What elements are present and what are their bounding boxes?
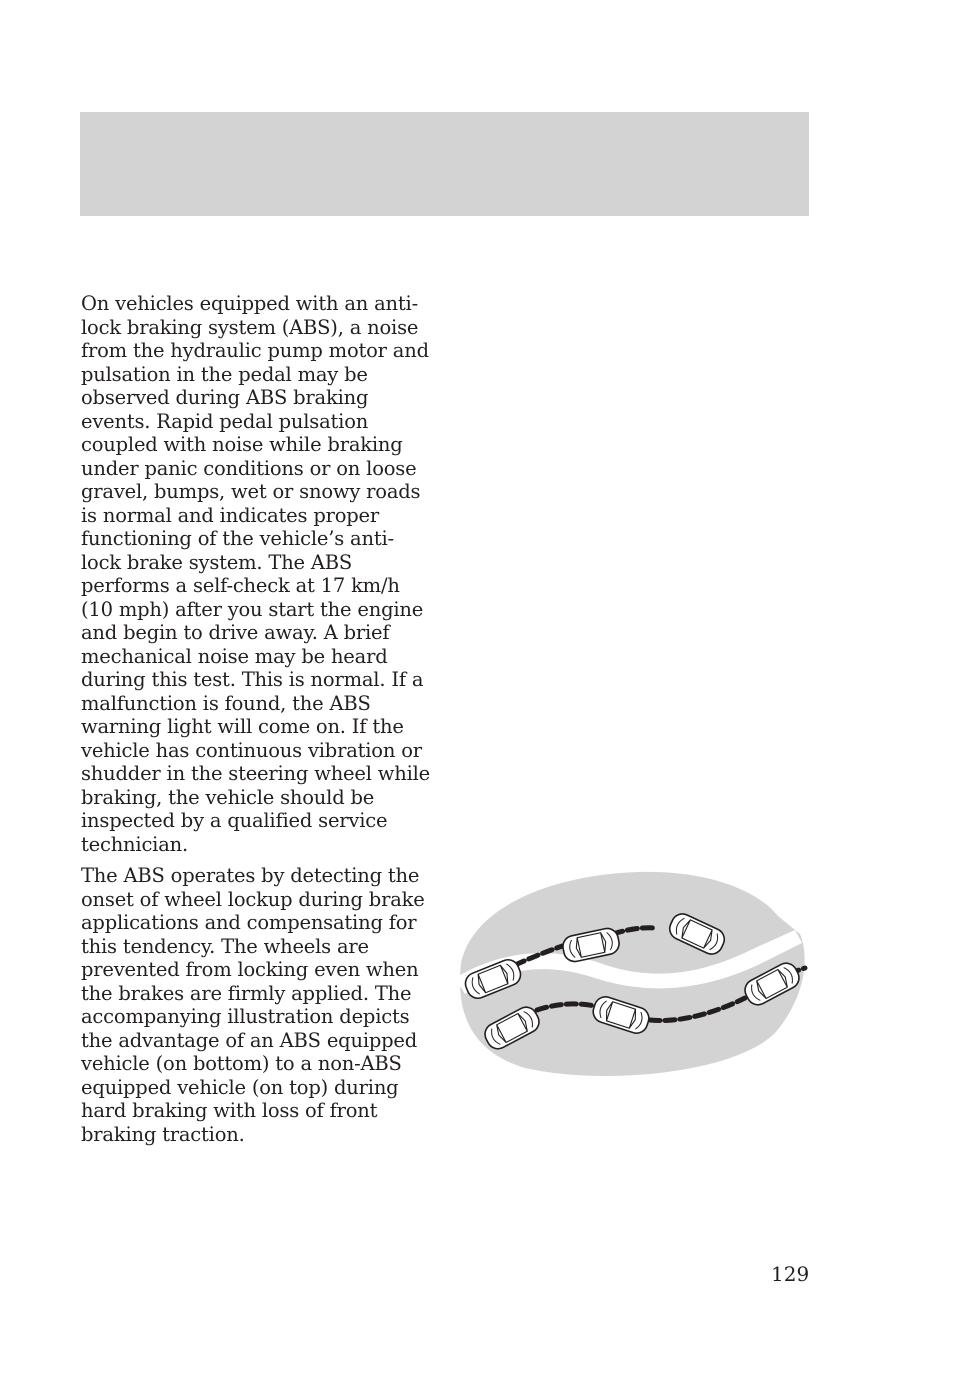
header-band	[80, 112, 809, 216]
abs-noise-paragraph: On vehicles equipped with an anti-lock braking system (ABS), a noise from the hydraulic pump motor and pulsation in the pedal may be observed during ABS braking events. Rapid pedal pulsation coupled with noise while braking under panic conditions or on loose gravel, bumps, wet or snowy roads is normal and indicates proper functioning of the vehicle’s anti-lock brake system. The ABS performs a self-check at 17 km/h (10 mph) after you start the engine and begin to drive away. A brief mechanical noise may be heard during this test. This is normal. If a malfunction is found, the ABS warning light will come on. If the vehicle has continuous vibration or shudder in the steering wheel while braking, the vehicle should be inspected by a qualified service technician.	[81, 292, 431, 856]
abs-operation-paragraph: The ABS operates by detecting the onset of wheel lockup during brake applications and compensating for this tendency. The wheels are prevented from locking even when the brakes are firmly applied. The accompanying illustration depicts the advantage of an ABS equipped vehicle (on bottom) to a non-ABS equipped vehicle (on top) during hard braking with loss of front braking traction.	[81, 864, 425, 1146]
page-number: 129	[771, 1262, 810, 1286]
body-text	[81, 292, 433, 1146]
abs-braking-illustration	[455, 868, 810, 1083]
